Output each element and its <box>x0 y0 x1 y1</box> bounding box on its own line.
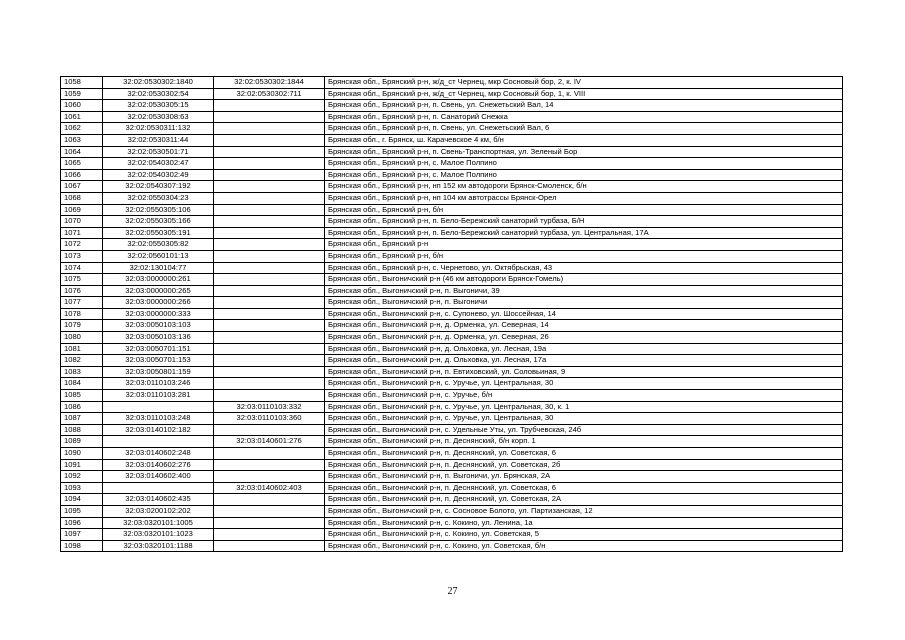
address-cell: Брянская обл., Брянский р-н <box>325 239 843 251</box>
row-number-cell: 1059 <box>61 88 103 100</box>
table-row <box>61 308 843 320</box>
cadastral-number-cell: 32:03:0050103:103 <box>103 320 214 332</box>
building-cadastral-number-cell <box>214 424 325 436</box>
building-cadastral-number-cell <box>214 181 325 193</box>
cadastral-number-cell: 32:03:0110103:248 <box>103 413 214 425</box>
cadastral-number-cell: 32:02:0550305:191 <box>103 227 214 239</box>
row-number-cell: 1071 <box>61 227 103 239</box>
building-cadastral-number-cell <box>214 297 325 309</box>
cadastral-number-cell: 32:03:0320101:1005 <box>103 517 214 529</box>
address-cell: Брянская обл., Брянский р-н, п. Бело-Бережский санаторий турбаза, ул. Центральная, 17А <box>325 227 843 239</box>
cadastral-number-cell: 32:02:0550304:23 <box>103 192 214 204</box>
building-cadastral-number-cell <box>214 227 325 239</box>
row-number-cell: 1073 <box>61 250 103 262</box>
building-cadastral-number-cell: 32:02:0530302:1844 <box>214 77 325 89</box>
row-number-cell: 1083 <box>61 366 103 378</box>
cadastral-number-cell: 32:03:0320101:1188 <box>103 540 214 552</box>
row-number-cell: 1089 <box>61 436 103 448</box>
row-number-cell: 1082 <box>61 355 103 367</box>
cadastral-number-cell: 32:03:0320101:1023 <box>103 529 214 541</box>
table-row <box>61 390 843 402</box>
table-row <box>61 274 843 286</box>
row-number-cell: 1092 <box>61 471 103 483</box>
cadastral-number-cell: 32:03:0000000:266 <box>103 297 214 309</box>
address-cell: Брянская обл., Выгоничский р-н, с. Сосновое Болото, ул. Партизанская, 12 <box>325 505 843 517</box>
building-cadastral-number-cell <box>214 216 325 228</box>
building-cadastral-number-cell <box>214 250 325 262</box>
address-cell: Брянская обл., Брянский р-н, с. Чернетово, ул. Октябрьская, 43 <box>325 262 843 274</box>
table-row <box>61 297 843 309</box>
table-row <box>61 529 843 541</box>
row-number-cell: 1085 <box>61 390 103 402</box>
building-cadastral-number-cell <box>214 169 325 181</box>
address-cell: Брянская обл., Выгоничский р-н, с. Супонево, ул. Шоссейная, 14 <box>325 308 843 320</box>
address-cell: Брянская обл., Брянский р-н, ж/д_ст Чернец, мкр Сосновый бор, 2, к. IV <box>325 77 843 89</box>
cadastral-number-cell: 32:02:0550305:82 <box>103 239 214 251</box>
row-number-cell: 1093 <box>61 482 103 494</box>
table-row <box>61 517 843 529</box>
address-cell: Брянская обл., Брянский р-н, ж/д_ст Чернец, мкр Сосновый бор, 1, к. VIII <box>325 88 843 100</box>
row-number-cell: 1075 <box>61 274 103 286</box>
table-row <box>61 100 843 112</box>
building-cadastral-number-cell <box>214 366 325 378</box>
address-cell: Брянская обл., Выгоничский р-н, п. Выгоничи, 39 <box>325 285 843 297</box>
row-number-cell: 1058 <box>61 77 103 89</box>
table-row <box>61 355 843 367</box>
address-cell: Брянская обл., Выгоничский р-н, п. Деснянский, ул. Советская, 2б <box>325 459 843 471</box>
cadastral-number-cell: 32:02:0530311:132 <box>103 123 214 135</box>
table-row <box>61 378 843 390</box>
address-cell: Брянская обл., Брянский р-н, нп 152 км автодороги Брянск-Смоленск, б/н <box>325 181 843 193</box>
row-number-cell: 1063 <box>61 134 103 146</box>
address-cell: Брянская обл., г. Брянск, ш. Карачевское 4 км, б/н <box>325 134 843 146</box>
address-cell: Брянская обл., Выгоничский р-н, п. Евтиховский, ул. Соловьиная, 9 <box>325 366 843 378</box>
address-cell: Брянская обл., Выгоничский р-н, п. Деснянский, б/н корп. 1 <box>325 436 843 448</box>
address-cell: Брянская обл., Выгоничский р-н, с. Кокино, ул. Советская, 5 <box>325 529 843 541</box>
address-cell: Брянская обл., Брянский р-н, п. Свень-Транспортная, ул. Зеленый Бор <box>325 146 843 158</box>
row-number-cell: 1068 <box>61 192 103 204</box>
row-number-cell: 1087 <box>61 413 103 425</box>
cadastral-number-cell: 32:03:0000000:333 <box>103 308 214 320</box>
row-number-cell: 1081 <box>61 343 103 355</box>
cadastral-number-cell: 32:03:0110103:246 <box>103 378 214 390</box>
cadastral-number-cell <box>103 482 214 494</box>
address-cell: Брянская обл., Выгоничский р-н, с. Удельные Уты, ул. Трубчевская, 24б <box>325 424 843 436</box>
table-row <box>61 134 843 146</box>
cadastral-number-cell: 32:03:0140102:182 <box>103 424 214 436</box>
address-cell: Брянская обл., Выгоничский р-н, п. Деснянский, ул. Советская, 2А <box>325 494 843 506</box>
table-row <box>61 505 843 517</box>
row-number-cell: 1094 <box>61 494 103 506</box>
row-number-cell: 1078 <box>61 308 103 320</box>
registry-table-body <box>61 77 843 552</box>
row-number-cell: 1090 <box>61 448 103 460</box>
cadastral-number-cell: 32:03:0140602:276 <box>103 459 214 471</box>
row-number-cell: 1080 <box>61 332 103 344</box>
building-cadastral-number-cell: 32:03:0140602:403 <box>214 482 325 494</box>
address-cell: Брянская обл., Выгоничский р-н, с. Уручье, ул. Центральная, 30 <box>325 413 843 425</box>
table-row <box>61 436 843 448</box>
building-cadastral-number-cell <box>214 262 325 274</box>
building-cadastral-number-cell <box>214 123 325 135</box>
address-cell: Брянская обл., Брянский р-н, п. Санаторий Снежка <box>325 111 843 123</box>
row-number-cell: 1065 <box>61 158 103 170</box>
row-number-cell: 1098 <box>61 540 103 552</box>
table-row <box>61 424 843 436</box>
building-cadastral-number-cell <box>214 158 325 170</box>
row-number-cell: 1088 <box>61 424 103 436</box>
address-cell: Брянская обл., Брянский р-н, с. Малое Полпино <box>325 169 843 181</box>
cadastral-number-cell: 32:03:0200102:202 <box>103 505 214 517</box>
building-cadastral-number-cell <box>214 517 325 529</box>
building-cadastral-number-cell <box>214 192 325 204</box>
table-row <box>61 216 843 228</box>
cadastral-number-cell: 32:02:130104:77 <box>103 262 214 274</box>
address-cell: Брянская обл., Выгоничский р-н, д. Ольховка, ул. Лесная, 19а <box>325 343 843 355</box>
address-cell: Брянская обл., Выгоничский р-н, д. Орменка, ул. Северная, 26 <box>325 332 843 344</box>
row-number-cell: 1062 <box>61 123 103 135</box>
cadastral-number-cell: 32:03:0140602:435 <box>103 494 214 506</box>
cadastral-number-cell: 32:02:0550305:166 <box>103 216 214 228</box>
table-row <box>61 158 843 170</box>
cadastral-number-cell: 32:02:0530311:44 <box>103 134 214 146</box>
row-number-cell: 1061 <box>61 111 103 123</box>
table-row <box>61 540 843 552</box>
cadastral-number-cell: 32:02:0540302:47 <box>103 158 214 170</box>
cadastral-number-cell: 32:02:0550305:106 <box>103 204 214 216</box>
building-cadastral-number-cell <box>214 239 325 251</box>
cadastral-number-cell: 32:02:0530501:71 <box>103 146 214 158</box>
address-cell: Брянская обл., Брянский р-н, нп 104 км автотрассы Брянск-Орел <box>325 192 843 204</box>
building-cadastral-number-cell <box>214 378 325 390</box>
row-number-cell: 1079 <box>61 320 103 332</box>
cadastral-number-cell: 32:02:0530302:1840 <box>103 77 214 89</box>
address-cell: Брянская обл., Выгоничский р-н, д. Ольховка, ул. Лесная, 17а <box>325 355 843 367</box>
building-cadastral-number-cell <box>214 448 325 460</box>
row-number-cell: 1077 <box>61 297 103 309</box>
cadastral-number-cell <box>103 436 214 448</box>
table-row <box>61 332 843 344</box>
cadastral-number-cell: 32:02:0530302:54 <box>103 88 214 100</box>
building-cadastral-number-cell <box>214 146 325 158</box>
table-row <box>61 262 843 274</box>
cadastral-number-cell: 32:03:0140602:248 <box>103 448 214 460</box>
address-cell: Брянская обл., Выгоничский р-н, с. Уручье, ул. Центральная, 30, к. 1 <box>325 401 843 413</box>
address-cell: Брянская обл., Брянский р-н, б/н <box>325 204 843 216</box>
table-row <box>61 227 843 239</box>
row-number-cell: 1096 <box>61 517 103 529</box>
table-row <box>61 413 843 425</box>
table-row <box>61 123 843 135</box>
building-cadastral-number-cell <box>214 204 325 216</box>
building-cadastral-number-cell <box>214 390 325 402</box>
address-cell: Брянская обл., Выгоничский р-н, п. Деснянский, ул. Советская, 6 <box>325 448 843 460</box>
row-number-cell: 1097 <box>61 529 103 541</box>
building-cadastral-number-cell: 32:02:0530302:711 <box>214 88 325 100</box>
address-cell: Брянская обл., Выгоничский р-н, п. Выгоничи, ул. Брянская, 2А <box>325 471 843 483</box>
row-number-cell: 1069 <box>61 204 103 216</box>
cadastral-number-cell: 32:03:0110103:281 <box>103 390 214 402</box>
building-cadastral-number-cell <box>214 134 325 146</box>
address-cell: Брянская обл., Брянский р-н, с. Малое Полпино <box>325 158 843 170</box>
building-cadastral-number-cell: 32:03:0110103:360 <box>214 413 325 425</box>
address-cell: Брянская обл., Брянский р-н, п. Свень, ул. Снежетьский Вал, 14 <box>325 100 843 112</box>
table-row <box>61 471 843 483</box>
address-cell: Брянская обл., Выгоничский р-н, с. Уручье, б/н <box>325 390 843 402</box>
table-row <box>61 343 843 355</box>
address-cell: Брянская обл., Выгоничский р-н, с. Кокино, ул. Советская, б/н <box>325 540 843 552</box>
building-cadastral-number-cell <box>214 494 325 506</box>
table-row <box>61 320 843 332</box>
cadastral-number-cell: 32:03:0050103:136 <box>103 332 214 344</box>
building-cadastral-number-cell <box>214 529 325 541</box>
table-row <box>61 448 843 460</box>
table-row <box>61 285 843 297</box>
building-cadastral-number-cell <box>214 471 325 483</box>
table-row <box>61 459 843 471</box>
building-cadastral-number-cell: 32:03:0140601:276 <box>214 436 325 448</box>
row-number-cell: 1064 <box>61 146 103 158</box>
table-row <box>61 146 843 158</box>
table-row <box>61 169 843 181</box>
row-number-cell: 1086 <box>61 401 103 413</box>
cadastral-number-cell: 32:02:0530305:15 <box>103 100 214 112</box>
address-cell: Брянская обл., Выгоничский р-н, д. Орменка, ул. Северная, 14 <box>325 320 843 332</box>
cadastral-number-cell: 32:02:0540302:49 <box>103 169 214 181</box>
row-number-cell: 1072 <box>61 239 103 251</box>
cadastral-number-cell: 32:03:0140602:400 <box>103 471 214 483</box>
building-cadastral-number-cell: 32:03:0110103:332 <box>214 401 325 413</box>
building-cadastral-number-cell <box>214 505 325 517</box>
table-row <box>61 204 843 216</box>
table-row <box>61 482 843 494</box>
table-row <box>61 77 843 89</box>
cadastral-number-cell: 32:03:0050701:153 <box>103 355 214 367</box>
address-cell: Брянская обл., Выгоничский р-н, с. Кокино, ул. Ленина, 1а <box>325 517 843 529</box>
page-number: 27 <box>447 586 458 597</box>
property-registry-table <box>60 76 843 552</box>
table-row <box>61 366 843 378</box>
cadastral-number-cell: 32:03:0050701:151 <box>103 343 214 355</box>
building-cadastral-number-cell <box>214 274 325 286</box>
cadastral-number-cell: 32:02:0560101:13 <box>103 250 214 262</box>
cadastral-number-cell: 32:03:0000000:265 <box>103 285 214 297</box>
address-cell: Брянская обл., Выгоничский р-н, п. Выгоничи <box>325 297 843 309</box>
cadastral-number-cell <box>103 401 214 413</box>
address-cell: Брянская обл., Брянский р-н, п. Свень, ул. Снежетьский Вал, 6 <box>325 123 843 135</box>
building-cadastral-number-cell <box>214 459 325 471</box>
building-cadastral-number-cell <box>214 355 325 367</box>
building-cadastral-number-cell <box>214 308 325 320</box>
row-number-cell: 1076 <box>61 285 103 297</box>
table-row <box>61 111 843 123</box>
table-row <box>61 239 843 251</box>
table-row <box>61 88 843 100</box>
address-cell: Брянская обл., Брянский р-н, б/н <box>325 250 843 262</box>
row-number-cell: 1066 <box>61 169 103 181</box>
building-cadastral-number-cell <box>214 111 325 123</box>
address-cell: Брянская обл., Брянский р-н, п. Бело-Бережский санаторий турбаза, Б/Н <box>325 216 843 228</box>
building-cadastral-number-cell <box>214 332 325 344</box>
row-number-cell: 1070 <box>61 216 103 228</box>
row-number-cell: 1084 <box>61 378 103 390</box>
address-cell: Брянская обл., Выгоничский р-н, п. Деснянский, ул. Советская, 6 <box>325 482 843 494</box>
row-number-cell: 1060 <box>61 100 103 112</box>
cadastral-number-cell: 32:02:0540307:192 <box>103 181 214 193</box>
table-row <box>61 181 843 193</box>
table-row <box>61 250 843 262</box>
building-cadastral-number-cell <box>214 343 325 355</box>
row-number-cell: 1074 <box>61 262 103 274</box>
row-number-cell: 1067 <box>61 181 103 193</box>
cadastral-number-cell: 32:02:0530308:63 <box>103 111 214 123</box>
building-cadastral-number-cell <box>214 540 325 552</box>
table-row <box>61 494 843 506</box>
building-cadastral-number-cell <box>214 320 325 332</box>
table-row <box>61 192 843 204</box>
address-cell: Брянская обл., Выгоничский р-н (46 км автодороги Брянск-Гомель) <box>325 274 843 286</box>
cadastral-number-cell: 32:03:0000000:261 <box>103 274 214 286</box>
address-cell: Брянская обл., Выгоничский р-н, с. Уручье, ул. Центральная, 30 <box>325 378 843 390</box>
table-row <box>61 401 843 413</box>
row-number-cell: 1091 <box>61 459 103 471</box>
row-number-cell: 1095 <box>61 505 103 517</box>
cadastral-number-cell: 32:03:0050801:159 <box>103 366 214 378</box>
building-cadastral-number-cell <box>214 285 325 297</box>
building-cadastral-number-cell <box>214 100 325 112</box>
